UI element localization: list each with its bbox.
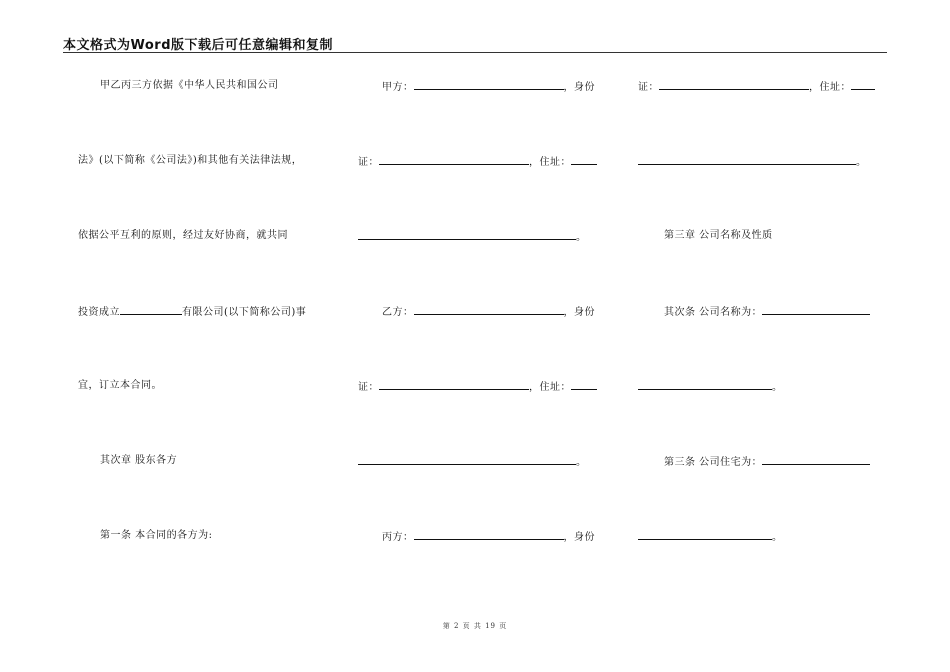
text-line bbox=[100, 454, 177, 468]
line-text: 证： bbox=[358, 157, 379, 168]
text-line bbox=[638, 154, 867, 168]
text-line bbox=[638, 529, 783, 543]
line-text: 宜，订立本合同。 bbox=[78, 380, 162, 391]
text-line bbox=[78, 304, 306, 318]
fill-blank[interactable] bbox=[414, 79, 564, 90]
text-line bbox=[382, 304, 595, 318]
page-footer bbox=[0, 621, 950, 631]
fill-blank[interactable] bbox=[638, 379, 772, 390]
line-text: 第三条 公司住宅为： bbox=[664, 457, 763, 468]
text-line bbox=[358, 154, 597, 168]
text-column-1 bbox=[78, 0, 343, 672]
line-text: 。 bbox=[576, 457, 587, 468]
line-text: 证： bbox=[358, 382, 379, 393]
fill-blank[interactable] bbox=[358, 454, 576, 465]
line-text: 证： bbox=[638, 82, 659, 93]
text-line bbox=[100, 529, 213, 543]
line-text: 投资成立 bbox=[78, 307, 120, 318]
text-line bbox=[664, 229, 773, 243]
fill-blank[interactable] bbox=[358, 229, 576, 240]
text-line bbox=[664, 454, 870, 468]
fill-blank[interactable] bbox=[571, 154, 597, 165]
section-heading: 其次章 股东各方 bbox=[100, 455, 178, 466]
line-text: ，住址： bbox=[529, 382, 571, 393]
line-text: ，身份 bbox=[563, 532, 595, 543]
line-text: 法》(以下简称《公司法》)和其他有关法律法规， bbox=[78, 155, 303, 166]
line-text: 第一条 本合同的各方为: bbox=[100, 530, 213, 541]
fill-blank[interactable] bbox=[762, 454, 870, 465]
line-text: ，身份 bbox=[563, 307, 595, 318]
text-line bbox=[638, 379, 783, 393]
text-line bbox=[358, 229, 587, 243]
line-text: 乙方： bbox=[382, 307, 414, 318]
fill-blank[interactable] bbox=[414, 529, 564, 540]
fill-blank[interactable] bbox=[638, 529, 772, 540]
text-line bbox=[78, 379, 162, 393]
fill-blank[interactable] bbox=[120, 304, 182, 315]
text-line bbox=[78, 229, 288, 243]
line-text: 。 bbox=[576, 232, 587, 243]
line-text: 其次条 公司名称为： bbox=[664, 307, 763, 318]
line-text: 甲乙丙三方依据《中华人民共和国公司 bbox=[100, 80, 279, 91]
text-column-3 bbox=[638, 0, 900, 672]
header-title: 本文格式为Word版下载后可任意编辑和复制 bbox=[63, 38, 334, 53]
line-text: 甲方： bbox=[382, 82, 414, 93]
line-text: ，身份 bbox=[563, 82, 595, 93]
text-line bbox=[382, 529, 595, 543]
fill-blank[interactable] bbox=[659, 79, 809, 90]
text-line bbox=[100, 79, 279, 93]
text-line bbox=[358, 379, 597, 393]
fill-blank[interactable] bbox=[379, 154, 529, 165]
line-text: 。 bbox=[772, 382, 783, 393]
fill-blank[interactable] bbox=[851, 79, 875, 90]
fill-blank[interactable] bbox=[379, 379, 529, 390]
line-text: ，住址： bbox=[529, 157, 571, 168]
line-text: ，住址： bbox=[809, 82, 851, 93]
fill-blank[interactable] bbox=[414, 304, 564, 315]
line-text: 。 bbox=[772, 532, 783, 543]
text-line bbox=[358, 454, 587, 468]
line-text: 依据公平互利的原则，经过友好协商，就共同 bbox=[78, 230, 288, 241]
line-text: 丙方： bbox=[382, 532, 414, 543]
fill-blank[interactable] bbox=[762, 304, 870, 315]
fill-blank[interactable] bbox=[638, 154, 856, 165]
line-text: 有限公司(以下简称公司)事 bbox=[182, 307, 307, 318]
text-column-2 bbox=[358, 0, 620, 672]
line-text: 。 bbox=[856, 157, 867, 168]
text-line bbox=[638, 79, 875, 93]
text-line bbox=[78, 154, 302, 168]
section-heading: 第三章 公司名称及性质 bbox=[664, 230, 773, 241]
page-number: 第 2 页 共 19 页 bbox=[442, 622, 508, 630]
text-line bbox=[382, 79, 595, 93]
text-line bbox=[664, 304, 870, 318]
fill-blank[interactable] bbox=[571, 379, 597, 390]
